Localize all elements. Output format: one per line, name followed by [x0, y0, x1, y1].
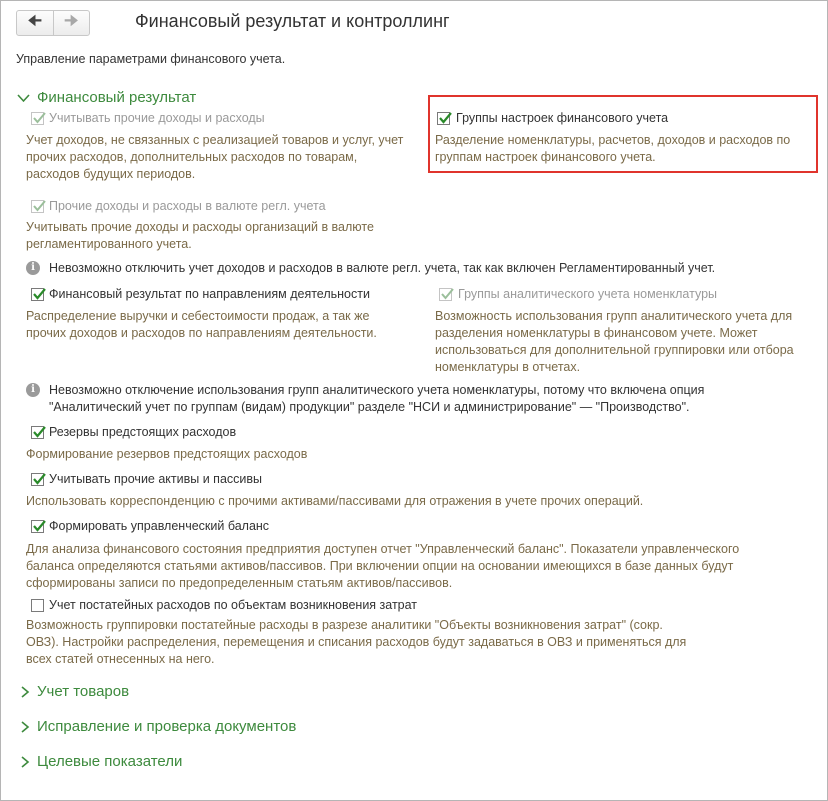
mgmt-balance-desc: Для анализа финансового состояния предприятия доступен отчет "Управленческий баланс". Показатели управленческого баланса определяются статьями активов/пассивов. При включении опции на основании имеющихся в базе данных будут сформированы записи по предопределенным статьям активов/пассивов.: [26, 542, 740, 590]
analytic-groups-label: Группы аналитического учета номенклатуры: [458, 287, 718, 301]
reserves-desc: Формирование резервов предстоящих расходов: [26, 447, 308, 461]
cost-objects-checkbox[interactable]: [31, 599, 44, 612]
chevron-right-icon[interactable]: [19, 685, 31, 699]
check-icon: [31, 110, 47, 126]
reserves-checkbox[interactable]: [31, 426, 44, 439]
page-subtitle: Управление параметрами финансового учета.: [16, 52, 286, 66]
fin-groups-desc: Разделение номенклатуры, расчетов, доходов и расходов по группам настроек финансового учета.: [435, 133, 791, 164]
fin-groups-checkbox[interactable]: [437, 112, 450, 125]
mgmt-balance-label: Формировать управленческий баланс: [49, 519, 270, 533]
section-goods[interactable]: Учет товаров: [37, 683, 130, 700]
currency-income-label: Прочие доходы и расходы в валюте регл. учета: [49, 199, 326, 213]
chevron-right-icon[interactable]: [19, 720, 31, 734]
check-icon: [31, 286, 47, 302]
section-targets[interactable]: Целевые показатели: [37, 753, 183, 770]
cost-objects-desc: Возможность группировки постатейные расходы в разрезе аналитики "Объекты возникновения затрат" (сокр. ОВЗ). Настройки распределения, перемещения и списания расходов будут задаваться в ОВЗ и применяться для всех статей отнесенных на него.: [26, 618, 687, 666]
check-icon: [31, 424, 47, 440]
chevron-right-icon[interactable]: [19, 755, 31, 769]
other-income-checkbox[interactable]: [31, 112, 44, 125]
directions-checkbox[interactable]: [31, 288, 44, 301]
mgmt-balance-checkbox[interactable]: [31, 520, 44, 533]
cost-objects-label: Учет постатейных расходов по объектам возникновения затрат: [49, 598, 418, 612]
reserves-label: Резервы предстоящих расходов: [49, 425, 237, 439]
page-title: Финансовый результат и контроллинг: [135, 11, 450, 31]
currency-income-desc: Учитывать прочие доходы и расходы организаций в валюте регламентированного учета.: [26, 220, 374, 251]
analytic-groups-checkbox[interactable]: [439, 288, 452, 301]
arrow-left-icon: 🠈: [27, 12, 43, 30]
section-doc-check[interactable]: Исправление и проверка документов: [37, 718, 297, 735]
forward-button[interactable]: [53, 11, 90, 35]
info-analytic-text: Невозможно отключение использования групп аналитического учета номенклатуры, потому что включена опция "Аналитический учет по группам (видам) продукции" разделе "НСИ и администрирование" — "Производство".: [49, 383, 705, 414]
info-icon: i: [26, 383, 40, 397]
check-icon: [437, 110, 453, 126]
other-income-desc: Учет доходов, не связанных с реализацией товаров и услуг, учет прочих расходов, дополнительных расходов по товарам, расходов будущих периодов.: [26, 133, 404, 181]
directions-desc: Распределение выручки и себестоимости продаж, а так же прочих доходов и расходов по направлениям деятельности.: [26, 309, 377, 340]
check-icon: [439, 286, 455, 302]
info-icon: i: [26, 261, 40, 275]
back-button[interactable]: [17, 11, 53, 35]
currency-income-checkbox[interactable]: [31, 200, 44, 213]
check-icon: [31, 471, 47, 487]
other-assets-checkbox[interactable]: [31, 473, 44, 486]
chevron-down-icon: [16, 91, 31, 106]
other-assets-desc: Использовать корреспонденцию с прочими активами/пассивами для отражения в учете прочих операций.: [26, 494, 644, 508]
directions-label: Финансовый результат по направлениям деятельности: [49, 287, 370, 301]
section-collapse-toggle[interactable]: [16, 91, 31, 106]
analytic-groups-desc: Возможность использования групп аналитического учета для разделения номенклатуры в финансовом учете. Может использоваться для дополнительной группировки или отбора номенклатуры в отчетах.: [435, 309, 794, 374]
other-income-label: Учитывать прочие доходы и расходы: [49, 111, 265, 125]
arrow-right-icon: 🠊: [63, 12, 79, 30]
fin-groups-label: Группы настроек финансового учета: [456, 111, 669, 125]
check-icon: [31, 198, 47, 214]
other-assets-label: Учитывать прочие активы и пассивы: [49, 472, 263, 486]
info-currency-text: Невозможно отключить учет доходов и расходов в валюте регл. учета, так как включен Регламентированный учет.: [49, 261, 716, 275]
section-fin-result[interactable]: Финансовый результат: [37, 89, 197, 106]
check-icon: [31, 518, 47, 534]
nav-buttons: [16, 10, 90, 36]
